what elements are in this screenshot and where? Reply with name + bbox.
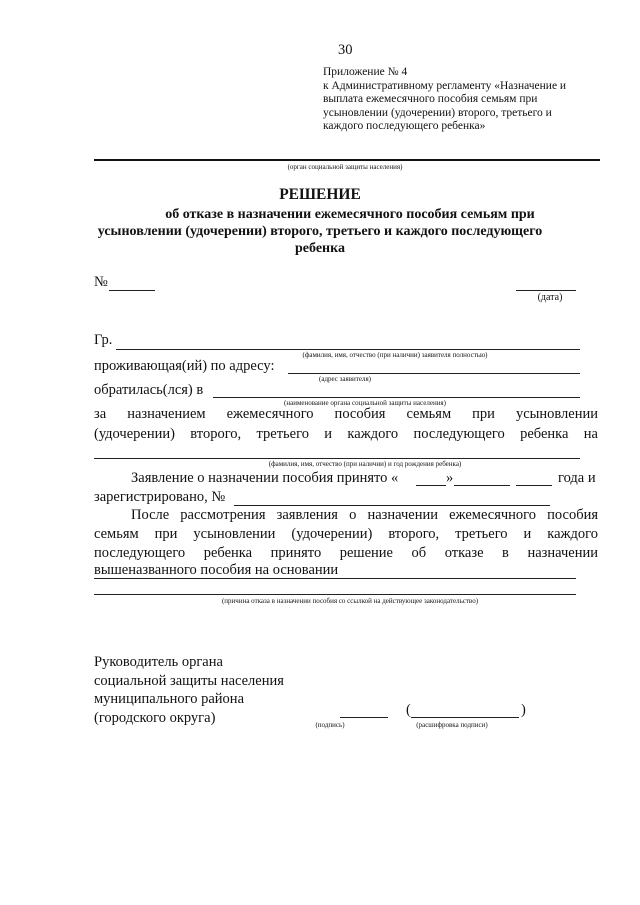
sign-line <box>340 717 388 718</box>
decision-subtitle <box>60 206 640 223</box>
appendix-line: выплата ежемесячного пособия семьям при <box>323 93 538 105</box>
number-label: № <box>94 274 108 290</box>
appendix-line: каждого последующего ребенка» <box>323 120 486 132</box>
signature-line: Руководитель органа <box>94 654 223 670</box>
address-line <box>288 373 580 374</box>
signature-line: муниципального района <box>94 691 244 707</box>
purpose-line: (удочерении) второго, третьего и каждого последующего ребенка на <box>94 426 598 442</box>
reason-line <box>94 578 576 579</box>
reason-line <box>94 594 576 595</box>
decision-subtitle-line: усыновлении (удочерении) второго, третьего и каждого последующего <box>97 224 543 239</box>
address-caption: (адрес заявителя) <box>319 375 371 383</box>
review-line: последующего ребенка принято решение об отказе в назначении <box>94 545 598 561</box>
decode-open-paren: ( <box>406 702 411 718</box>
application-text-b: » <box>446 470 454 486</box>
page-number: 30 <box>338 42 353 58</box>
authority-line <box>94 159 600 161</box>
reason-caption: (причина отказа в назначении пособия со ссылкой на действующее законодательство) <box>221 597 479 605</box>
decode-line <box>411 717 519 718</box>
application-year-line <box>516 485 552 486</box>
child-line <box>94 458 580 459</box>
decision-subtitle-2 <box>0 223 640 257</box>
decode-close-paren: ) <box>521 702 526 718</box>
appendix-line: усыновлении (удочерении) второго, третьего и <box>323 106 552 119</box>
registered-line <box>234 505 550 506</box>
registered-label: зарегистрировано, № <box>94 489 226 505</box>
applied-line <box>213 397 580 398</box>
sign-caption: (подпись) <box>315 721 345 729</box>
citizen-label: Гр. <box>94 332 113 348</box>
application-text-a: Заявление о назначении пособия принято « <box>131 470 399 486</box>
signature-line: (городского округа) <box>94 709 216 726</box>
application-day-line <box>416 485 446 486</box>
decision-subtitle-line: ребенка <box>295 241 345 256</box>
appendix-title: Приложение № 4 <box>323 66 408 78</box>
decode-caption: (расшифровка подписи) <box>416 721 488 729</box>
signature-line: социальной защиты населения <box>94 672 284 689</box>
appendix-block <box>323 66 566 134</box>
purpose-line: за назначением ежемесячного пособия семьям при усыновлении <box>94 406 598 422</box>
address-label: проживающая(ий) по адресу: <box>94 358 275 374</box>
review-line: вышеназванного пособия на основании <box>94 562 339 578</box>
decision-subtitle-line: об отказе в назначении ежемесячного пособия семьям при <box>165 207 535 222</box>
date-line <box>516 290 576 291</box>
citizen-line <box>116 349 580 350</box>
citizen-caption: (фамилия, имя, отчество (при наличии) заявителя полностью) <box>302 351 488 359</box>
review-line: После рассмотрения заявления о назначении ежемесячного пособия <box>131 507 598 523</box>
decision-title: РЕШЕНИЕ <box>279 186 361 203</box>
review-line: семьям при усыновлении (удочерении) второго, третьего и каждого <box>94 526 598 542</box>
number-line <box>109 290 155 291</box>
child-caption: (фамилия, имя, отчество (при наличии) и год рождения ребенка) <box>268 460 462 468</box>
applied-caption: (наименование органа социальной защиты населения) <box>284 399 446 407</box>
application-text-c: года и <box>558 470 596 486</box>
date-caption: (дата) <box>537 292 563 303</box>
applied-label: обратилась(лся) в <box>94 382 204 398</box>
application-month-line <box>454 485 510 486</box>
appendix-line: к Административному регламенту «Назначение и <box>323 79 567 92</box>
signature-block <box>94 653 284 727</box>
authority-caption: (орган социальной защиты населения) <box>287 163 403 171</box>
